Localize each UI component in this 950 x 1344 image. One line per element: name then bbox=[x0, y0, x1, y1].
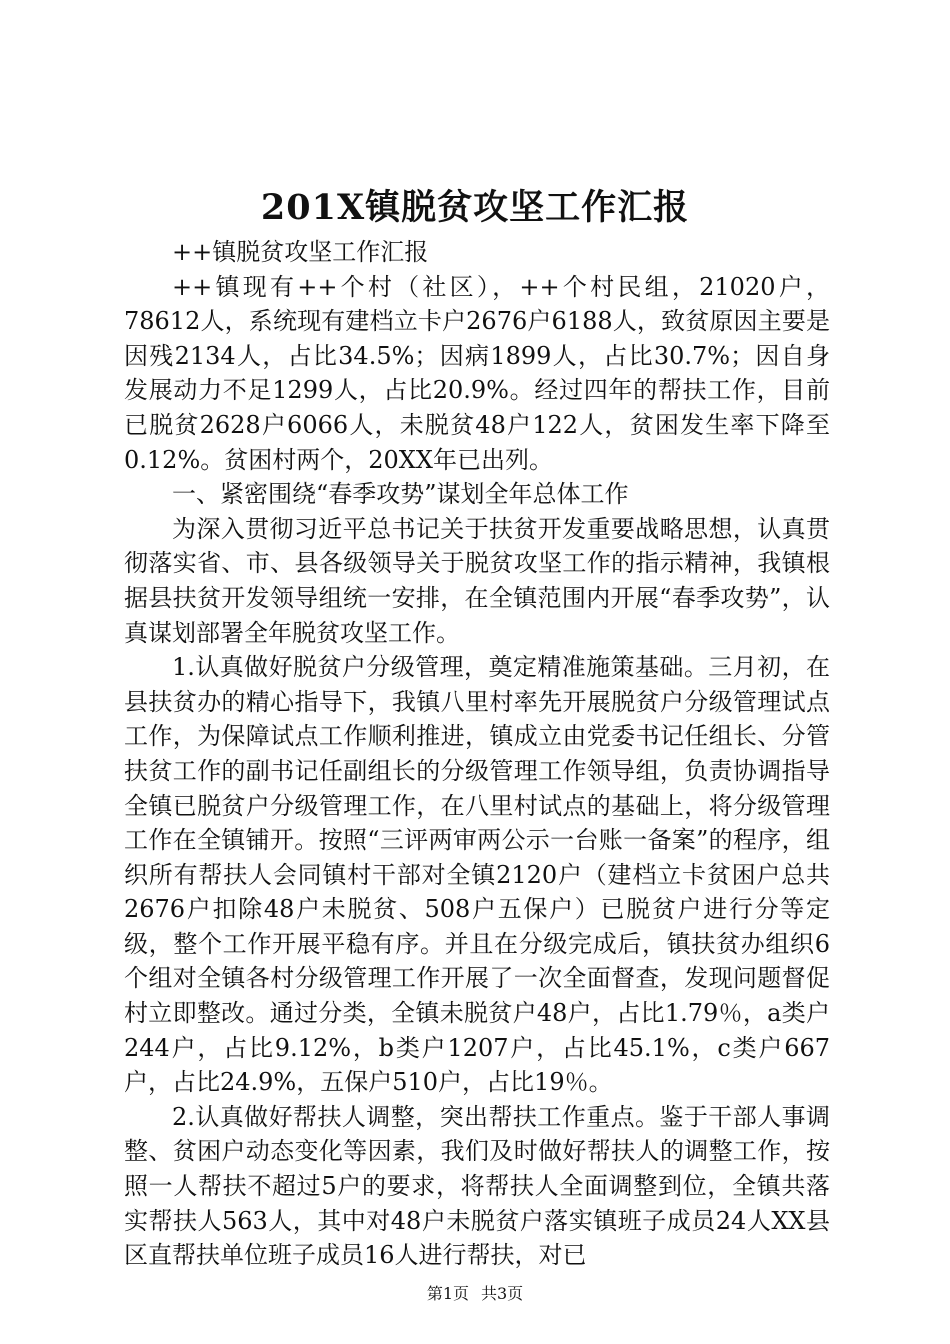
page-number-current: 第1页 bbox=[426, 1284, 469, 1303]
page-footer bbox=[0, 1284, 950, 1304]
paragraph-item-1: 1.认真做好脱贫户分级管理，奠定精准施策基础。三月初，在县扶贫办的精心指导下，我镇八里村率先开展脱贫户分级管理试点工作，为保障试点工作顺利推进，镇成立由党委书记任组长、分管扶贫工作的副书记任副组长的分级管理工作领导组，负责协调指导全镇已脱贫户分级管理工作，在八里村试点的基础上，将分级管理工作在全镇铺开。按照“三评两审两公示一台账一备案”的程序，组织所有帮扶人会同镇村干部对全镇2120户（建档立卡贫困户总共2676户扣除48户未脱贫、508户五保户）已脱贫户进行分等定级，整个工作开展平稳有序。并且在分级完成后，镇扶贫办组织6个组对全镇各村分级管理工作开展了一次全面督查，发现问题督促村立即整改。通过分类，全镇未脱贫户48户，占比1.79％，a类户244户，占比9.12%，b类户1207户，占比45.1%，c类户667户，占比24.9%，五保户510户，占比19％。 bbox=[124, 653, 830, 1097]
paragraph-item-2: 2.认真做好帮扶人调整，突出帮扶工作重点。鉴于干部人事调整、贫困户动态变化等因素，我们及时做好帮扶人的调整工作，按照一人帮扶不超过5户的要求，将帮扶人全面调整到位，全镇共落实帮扶人563人，其中对48户未脱贫户落实镇班子成员24人XX县区直帮扶单位班子成员16人进行帮扶，对已 bbox=[124, 1102, 830, 1270]
section-heading-1: 一、紧密围绕“春季攻势”谋划全年总体工作 bbox=[172, 480, 629, 509]
document-title: 201X镇脱贫攻坚工作汇报 bbox=[260, 187, 690, 228]
paragraph-subtitle: ++镇脱贫攻坚工作汇报 bbox=[172, 238, 429, 266]
paragraph-section-intro: 为深入贯彻习近平总书记关于扶贫开发重要战略思想，认真贯彻落实省、市、县各级领导关于脱贫攻坚工作的指示精神，我镇根据县扶贫开发领导组统一安排，在全镇范围内开展“春季攻势”，认真谋划部署全年脱贫攻坚工作。 bbox=[124, 514, 830, 647]
paragraph-overview: ++镇现有++个村（社区），++个村民组，21020户，78612人，系统现有建档立卡户2676户6188人，致贫原因主要是因残2134人，占比34.5%；因病1899人，占比30.7%；因自身发展动力不足1299人，占比20.9%。经过四年的帮扶工作，目前已脱贫2628户6066人，未脱贫48户122人，贫困发生率下降至0.12%。贫困村两个，20XX年已出列。 bbox=[124, 272, 830, 474]
document-body bbox=[124, 235, 830, 1273]
page-number-total: 共3页 bbox=[481, 1284, 524, 1303]
